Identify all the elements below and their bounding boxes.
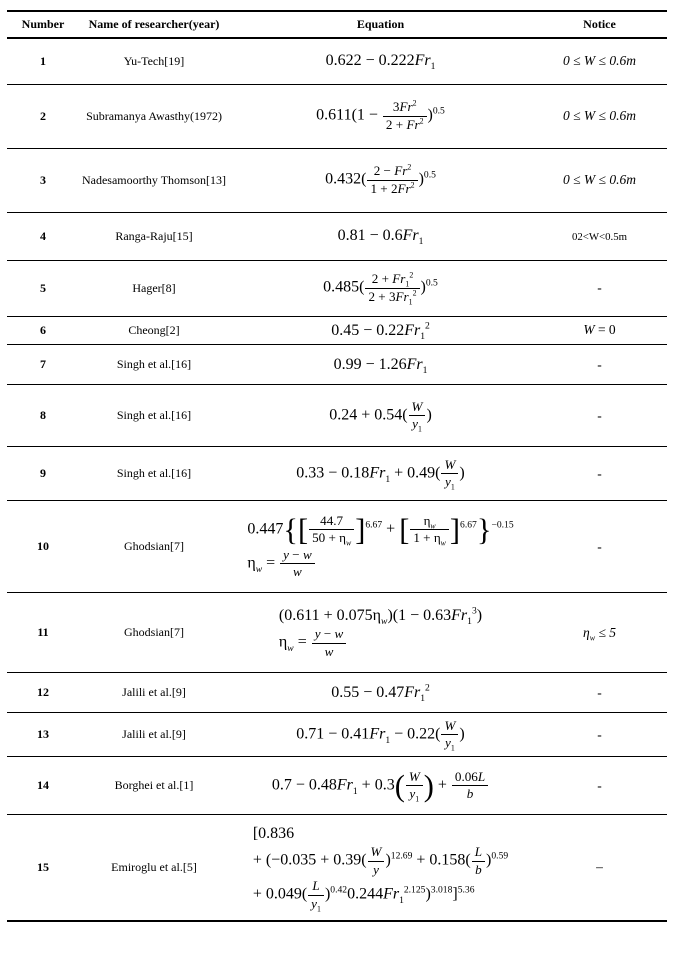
cell-number: 13	[7, 713, 79, 757]
equation: $0.81 - 0.6Fr_1$	[337, 227, 424, 248]
cell-notice	[532, 447, 667, 501]
col-header-name: Name of researcher(year)	[79, 11, 229, 38]
equation: $0.7 - 0.48Fr_1 + 0.3$( $\frac{W}{y_1}$ ) + $\frac{0.06L}{b}$	[272, 769, 489, 803]
cell-notice	[532, 148, 667, 212]
cell-equation	[229, 815, 532, 921]
table-row	[7, 148, 667, 212]
col-header-notice: Notice	[532, 11, 667, 38]
equation: $0.622 - 0.222Fr_1$	[325, 52, 436, 73]
table-row	[7, 316, 667, 345]
cell-name: Cheong[2]	[79, 316, 229, 345]
equation: $0.33 - 0.18Fr_1 + 0.49$( $\frac{W}{y_1}$ )	[296, 456, 465, 492]
equation: [0.836 + (−0.035 + 0.39( $\frac{W}{y}$ )$^{12.69}$ + 0.158( $\frac{L}{b}$ )$^{0.59}$ + 0.049( $\frac{L}{y_1}$ )$^{0.42}0.244Fr_1^{2.125})^{3.018}]^{5.36}$	[252, 824, 509, 914]
cell-notice	[532, 501, 667, 593]
equation: $0.45 - 0.22Fr_1^2$	[331, 320, 430, 342]
notice-text: -	[597, 356, 602, 372]
cell-equation	[229, 385, 532, 447]
cell-name: Singh et al.[16]	[79, 385, 229, 447]
cell-number: 6	[7, 316, 79, 345]
cell-name: Jalili et al.[9]	[79, 673, 229, 713]
cell-number: 11	[7, 593, 79, 673]
cell-notice	[532, 84, 667, 148]
cell-equation	[229, 673, 532, 713]
cell-name: Singh et al.[16]	[79, 345, 229, 385]
cell-name: Ranga-Raju[15]	[79, 212, 229, 260]
cell-equation	[229, 345, 532, 385]
table-row	[7, 713, 667, 757]
cell-number: 7	[7, 345, 79, 385]
cell-name: Borghei et al.[1]	[79, 757, 229, 815]
cell-notice	[532, 260, 667, 316]
cell-name: Yu-Tech[19]	[79, 38, 229, 84]
cell-number: 8	[7, 385, 79, 447]
cell-notice	[532, 212, 667, 260]
cell-equation	[229, 447, 532, 501]
notice-text: W = 0	[583, 322, 616, 338]
cell-name: Subramanya Awasthy(1972)	[79, 84, 229, 148]
cell-number: 12	[7, 673, 79, 713]
table-row	[7, 673, 667, 713]
cell-equation	[229, 713, 532, 757]
cell-equation	[229, 38, 532, 84]
notice-text: 0 ≤ W ≤ 0.6m	[563, 108, 636, 123]
cell-equation	[229, 260, 532, 316]
cell-number: 5	[7, 260, 79, 316]
cell-name: Ghodsian[7]	[79, 593, 229, 673]
notice-text: $\eta_w \le 5$	[582, 624, 617, 643]
table-row	[7, 84, 667, 148]
cell-name: Nadesamoorthy Thomson[13]	[79, 148, 229, 212]
equation: $(0.611 + 0.075\eta_w)(1 - 0.63Fr_1^3)$ $\eta_w$ = $\frac{y - w}{w}$	[278, 605, 483, 659]
table-row	[7, 345, 667, 385]
cell-equation	[229, 316, 532, 345]
cell-notice	[532, 345, 667, 385]
table-row	[7, 501, 667, 593]
cell-notice	[532, 713, 667, 757]
cell-number: 4	[7, 212, 79, 260]
equation: 0.432( $\frac{2 - Fr^2}{1 + 2Fr^2}$ )$^{0.5}$	[325, 162, 436, 196]
cell-notice	[532, 38, 667, 84]
cell-number: 2	[7, 84, 79, 148]
cell-notice	[532, 757, 667, 815]
cell-number: 10	[7, 501, 79, 593]
cell-equation	[229, 501, 532, 593]
table-row	[7, 260, 667, 316]
cell-notice	[532, 815, 667, 921]
notice-text: -	[597, 407, 602, 423]
cell-equation	[229, 84, 532, 148]
notice-text: -	[597, 280, 602, 295]
researcher-equation-table	[7, 10, 667, 922]
notice-text: -	[597, 777, 602, 793]
table-row	[7, 757, 667, 815]
table-row	[7, 385, 667, 447]
table-header	[7, 11, 667, 38]
table-body	[7, 38, 667, 921]
cell-notice	[532, 385, 667, 447]
cell-number: 14	[7, 757, 79, 815]
cell-name: Hager[8]	[79, 260, 229, 316]
equation: $0.71 - 0.41Fr_1 - 0.22$( $\frac{W}{y_1}$ )	[296, 717, 465, 753]
equation: $0.55 - 0.47Fr_1^2$	[331, 682, 430, 704]
notice-text: -	[597, 465, 602, 481]
cell-equation	[229, 593, 532, 673]
notice-text: -	[597, 684, 602, 700]
cell-number: 1	[7, 38, 79, 84]
table-row	[7, 815, 667, 921]
notice-text: -	[597, 726, 602, 742]
equation: 0.24 + 0.54( $\frac{W}{y_1}$ )	[329, 398, 432, 434]
cell-notice	[532, 673, 667, 713]
header-row	[7, 11, 667, 38]
cell-number: 3	[7, 148, 79, 212]
equation: 0.485( $\frac{2 + Fr_1^2}{2 + 3Fr_1^2}$ )$^{0.5}$	[323, 270, 438, 307]
col-header-equation: Equation	[229, 11, 532, 38]
notice-text: 0 ≤ W ≤ 0.6m	[563, 53, 636, 69]
cell-equation	[229, 212, 532, 260]
cell-name: Jalili et al.[9]	[79, 713, 229, 757]
equation: $0.99 - 1.26Fr_1$	[333, 355, 428, 376]
notice-text: 0 ≤ W ≤ 0.6m	[563, 172, 636, 187]
cell-notice	[532, 316, 667, 345]
table-row	[7, 38, 667, 84]
cell-equation	[229, 757, 532, 815]
equation: 0.447{[ $\frac{44.7}{50 + \eta_w}$ ]$^{6.67}$ + [ $\frac{\eta_w}{1 + \eta_w}$ ]$^{6.67}$}$^{-0.15}$ $\eta_w$ = $\frac{y - w}{w}$	[247, 512, 514, 579]
cell-name: Emiroglu et al.[5]	[79, 815, 229, 921]
table-row	[7, 447, 667, 501]
notice-text: -	[597, 538, 602, 554]
equation: 0.611(1 − $\frac{3Fr^2}{2 + Fr^2}$ )$^{0.5}$	[316, 98, 445, 132]
cell-name: Ghodsian[7]	[79, 501, 229, 593]
col-header-number: Number	[7, 11, 79, 38]
cell-equation	[229, 148, 532, 212]
notice-text: 02<W<0.5m	[571, 231, 628, 243]
cell-number: 9	[7, 447, 79, 501]
cell-number: 15	[7, 815, 79, 921]
table-row	[7, 593, 667, 673]
notice-text: –	[596, 859, 603, 875]
cell-name: Singh et al.[16]	[79, 447, 229, 501]
cell-notice	[532, 593, 667, 673]
table-row	[7, 212, 667, 260]
